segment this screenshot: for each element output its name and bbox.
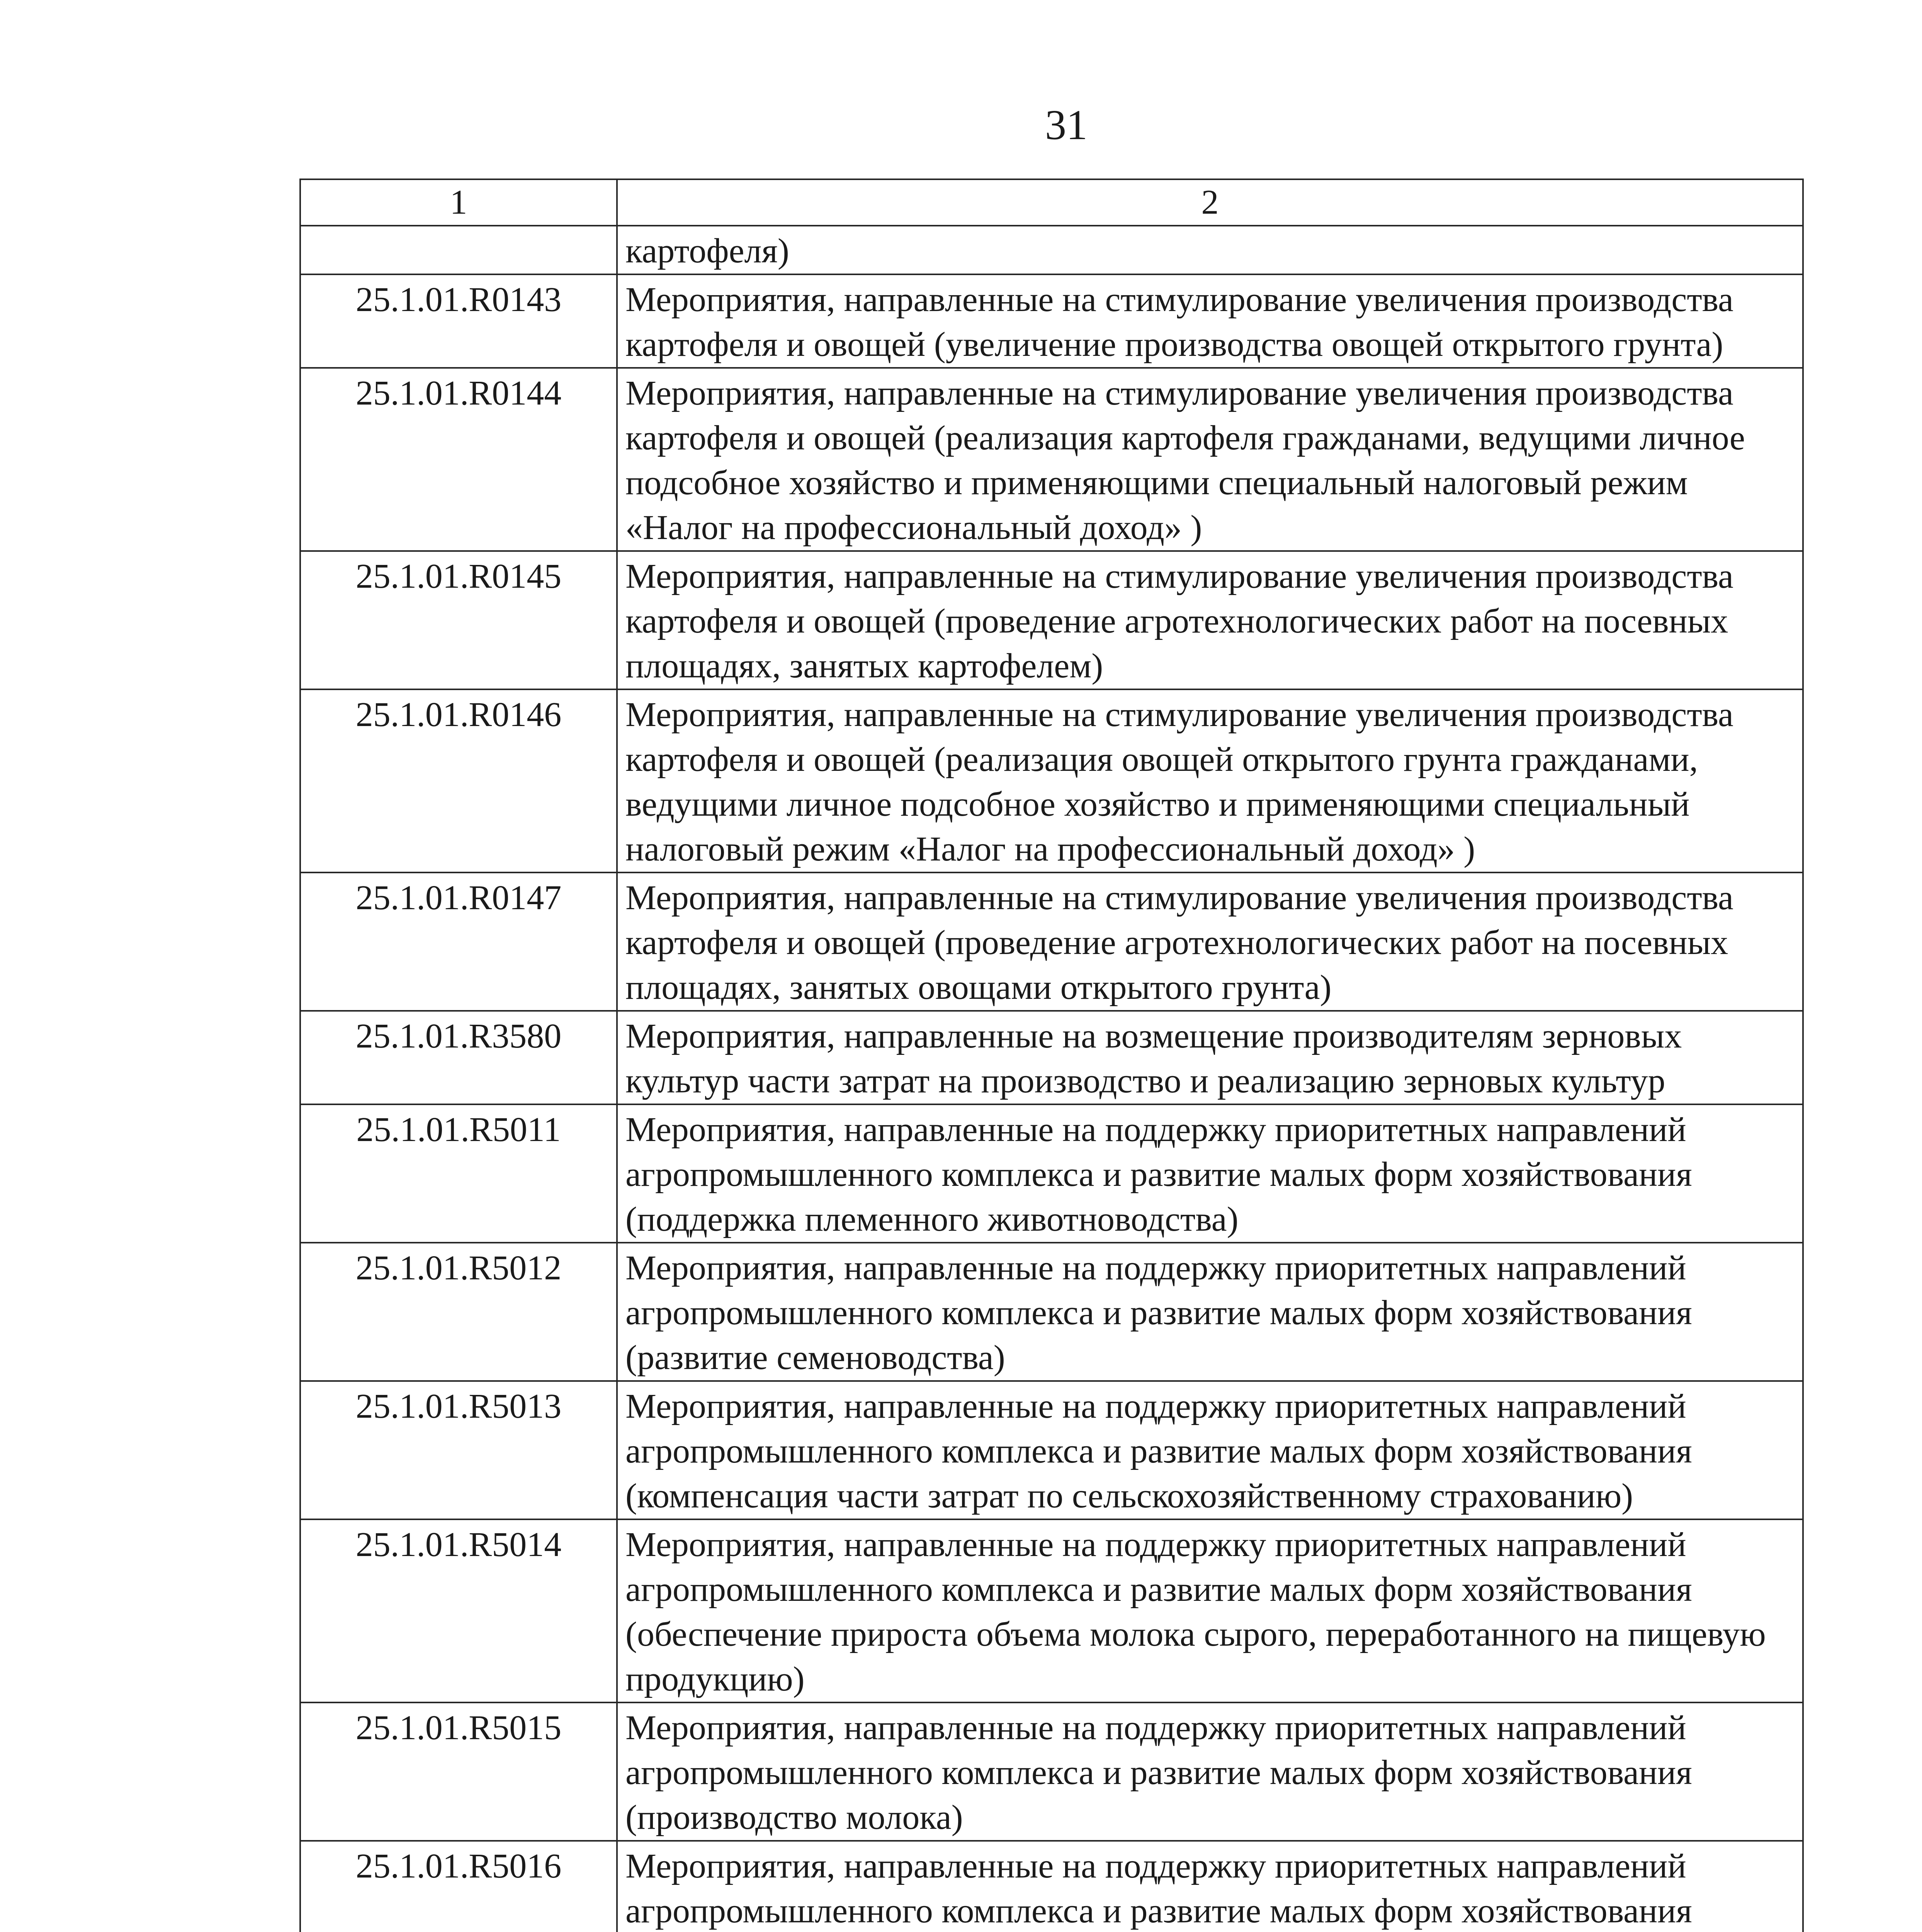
row-description: Мероприятия, направленные на стимулирование увеличения производства картофеля и овощей (проведение агротехнологических работ на посевных площадях, занятых овощами открытого грунта) — [617, 872, 1803, 1011]
table-row — [300, 1381, 1803, 1519]
budget-classification-table — [299, 179, 1804, 1932]
table-header — [300, 179, 1803, 226]
row-description: Мероприятия, направленные на стимулирование увеличения производства картофеля и овощей (реализация овощей открытого грунта гражданами, ведущими личное подсобное хозяйство и применяющими специальный налоговый режим «Налог на профессиональный доход» ) — [617, 689, 1803, 872]
row-code: 25.1.01.R5014 — [300, 1519, 617, 1702]
table-row — [300, 274, 1803, 368]
row-description: Мероприятия, направленные на стимулирование увеличения производства картофеля и овощей (проведение агротехнологических работ на посевных площадях, занятых картофелем) — [617, 551, 1803, 689]
row-code: 25.1.01.R0146 — [300, 689, 617, 872]
table-row — [300, 1519, 1803, 1702]
table-row — [300, 689, 1803, 872]
row-code: 25.1.01.R0144 — [300, 368, 617, 551]
table-row — [300, 1841, 1803, 1932]
row-code: 25.1.01.R5012 — [300, 1243, 617, 1381]
table-row — [300, 1011, 1803, 1104]
row-description: Мероприятия, направленные на поддержку приоритетных направлений агропромышленного комплекса и развитие малых форм хозяйствования — [617, 1841, 1803, 1932]
row-code: 25.1.01.R0143 — [300, 274, 617, 368]
row-code: 25.1.01.R5016 — [300, 1841, 617, 1932]
table-row — [300, 1104, 1803, 1243]
header-row — [300, 179, 1803, 226]
row-code: 25.1.01.R0145 — [300, 551, 617, 689]
row-code: 25.1.01.R3580 — [300, 1011, 617, 1104]
row-description: Мероприятия, направленные на стимулирование увеличения производства картофеля и овощей (увеличение производства овощей открытого грунта) — [617, 274, 1803, 368]
table-row — [300, 226, 1803, 274]
table-row — [300, 368, 1803, 551]
row-code: 25.1.01.R0147 — [300, 872, 617, 1011]
row-description: Мероприятия, направленные на поддержку приоритетных направлений агропромышленного комплекса и развитие малых форм хозяйствования (обеспечение прироста объема молока сырого, переработанного на пищевую продукцию) — [617, 1519, 1803, 1702]
header-column-2: 2 — [617, 179, 1803, 226]
row-description: Мероприятия, направленные на поддержку приоритетных направлений агропромышленного комплекса и развитие малых форм хозяйствования (развитие семеноводства) — [617, 1243, 1803, 1381]
table-row — [300, 1243, 1803, 1381]
row-description: картофеля) — [617, 226, 1803, 274]
row-code: 25.1.01.R5015 — [300, 1702, 617, 1841]
header-column-1: 1 — [300, 179, 617, 226]
row-description: Мероприятия, направленные на поддержку приоритетных направлений агропромышленного комплекса и развитие малых форм хозяйствования (производство молока) — [617, 1702, 1803, 1841]
row-code: 25.1.01.R5011 — [300, 1104, 617, 1243]
table-row — [300, 551, 1803, 689]
table-row — [300, 872, 1803, 1011]
table-body — [300, 226, 1803, 1932]
row-code — [300, 226, 617, 274]
row-code: 25.1.01.R5013 — [300, 1381, 617, 1519]
row-description: Мероприятия, направленные на поддержку приоритетных направлений агропромышленного комплекса и развитие малых форм хозяйствования (поддержка племенного животноводства) — [617, 1104, 1803, 1243]
row-description: Мероприятия, направленные на поддержку приоритетных направлений агропромышленного комплекса и развитие малых форм хозяйствования (компенсация части затрат по сельскохозяйственному страхованию) — [617, 1381, 1803, 1519]
row-description: Мероприятия, направленные на возмещение производителям зерновых культур части затрат на производство и реализацию зерновых культур — [617, 1011, 1803, 1104]
row-description: Мероприятия, направленные на стимулирование увеличения производства картофеля и овощей (реализация картофеля гражданами, ведущими личное подсобное хозяйство и применяющими специальный налоговый режим «Налог на профессиональный доход» ) — [617, 368, 1803, 551]
page-number: 31 — [1045, 101, 1088, 148]
table-row — [300, 1702, 1803, 1841]
